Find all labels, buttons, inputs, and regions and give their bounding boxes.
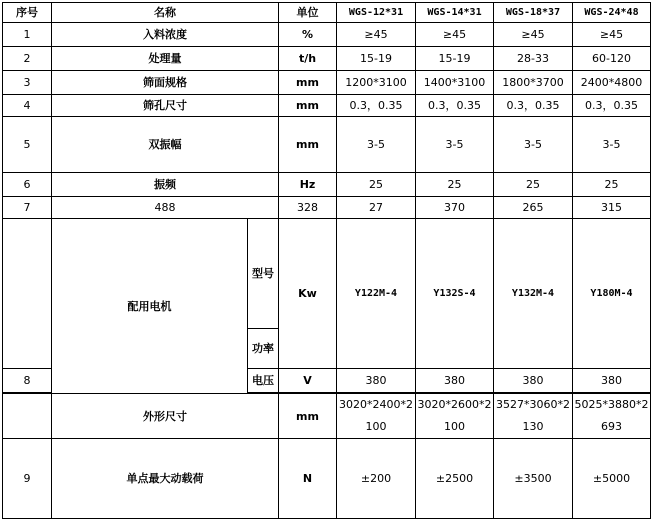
row-value: ≥45 <box>573 23 651 47</box>
motor-sub-power: 功率 <box>248 329 279 369</box>
row-value: 0.3，0.35 <box>573 95 651 117</box>
dimensions-value: 3527*3060*2130 <box>494 394 573 439</box>
motor-name: 配用电机 <box>52 219 248 394</box>
load-value: ±2500 <box>416 439 494 519</box>
row-value: 265 <box>494 197 573 219</box>
row-value: 315 <box>573 197 651 219</box>
row-unit: 328 <box>279 197 337 219</box>
row-value: 25 <box>573 173 651 197</box>
row-value: 0.3，0.35 <box>337 95 416 117</box>
row-name: 双振幅 <box>52 117 279 173</box>
row-unit: Hz <box>279 173 337 197</box>
row-value: 3-5 <box>337 117 416 173</box>
row-value: ≥45 <box>337 23 416 47</box>
row-unit: mm <box>279 95 337 117</box>
row-name: 入料浓度 <box>52 23 279 47</box>
load-value: ±3500 <box>494 439 573 519</box>
motor-seq-empty <box>3 219 52 369</box>
header-model-3: WGS-18*37 <box>494 3 573 23</box>
dimensions-row <box>3 394 651 439</box>
load-row <box>3 439 651 519</box>
table-row <box>3 95 651 117</box>
row-value: 15-19 <box>416 47 494 71</box>
motor-model-2: Y132S-4 <box>416 219 494 369</box>
header-row <box>3 3 651 23</box>
motor-voltage: 380 <box>416 369 494 393</box>
row-unit: mm <box>279 71 337 95</box>
header-model-1: WGS-12*31 <box>337 3 416 23</box>
dimensions-value: 3020*2600*2100 <box>416 394 494 439</box>
row-value: ≥45 <box>416 23 494 47</box>
row-value: 25 <box>416 173 494 197</box>
spec-table <box>2 2 651 519</box>
load-unit: N <box>279 439 337 519</box>
row-seq: 2 <box>3 47 52 71</box>
load-value: ±5000 <box>573 439 651 519</box>
row-seq: 8 <box>3 369 52 393</box>
load-name: 单点最大动载荷 <box>52 439 279 519</box>
row-value: 3-5 <box>573 117 651 173</box>
motor-model-3: Y132M-4 <box>494 219 573 369</box>
motor-unit: Kw <box>279 219 337 369</box>
row-value: 0.3，0.35 <box>416 95 494 117</box>
row-unit: % <box>279 23 337 47</box>
row-value: 370 <box>416 197 494 219</box>
header-model-2: WGS-14*31 <box>416 3 494 23</box>
row-value: 3-5 <box>416 117 494 173</box>
row-value: 1400*3100 <box>416 71 494 95</box>
row-seq: 7 <box>3 197 52 219</box>
row-value: 3-5 <box>494 117 573 173</box>
row-value: 15-19 <box>337 47 416 71</box>
header-model-4: WGS-24*48 <box>573 3 651 23</box>
row-seq: 9 <box>3 439 52 519</box>
motor-voltage-unit: V <box>279 369 337 393</box>
table-row <box>3 47 651 71</box>
dimensions-seq-empty <box>3 394 52 439</box>
table-row <box>3 173 651 197</box>
table-row <box>3 23 651 47</box>
row-value: 2400*4800 <box>573 71 651 95</box>
row-seq: 6 <box>3 173 52 197</box>
row-name: 筛面规格 <box>52 71 279 95</box>
header-seq: 序号 <box>3 3 52 23</box>
row-value: 1200*3100 <box>337 71 416 95</box>
dimensions-value: 3020*2400*2100 <box>337 394 416 439</box>
row-name: 488 <box>52 197 279 219</box>
row-name: 筛孔尺寸 <box>52 95 279 117</box>
motor-sub-voltage: 电压 <box>248 369 279 393</box>
motor-model-row <box>3 219 651 329</box>
table-row <box>3 197 651 219</box>
load-value: ±200 <box>337 439 416 519</box>
motor-model-4: Y180M-4 <box>573 219 651 369</box>
row-value: 25 <box>337 173 416 197</box>
row-name: 处理量 <box>52 47 279 71</box>
row-seq: 1 <box>3 23 52 47</box>
row-unit: mm <box>279 117 337 173</box>
dimensions-name: 外形尺寸 <box>52 394 279 439</box>
row-value: 60-120 <box>573 47 651 71</box>
table-row <box>3 117 651 173</box>
row-seq: 3 <box>3 71 52 95</box>
dimensions-value: 5025*3880*2693 <box>573 394 651 439</box>
row-seq: 4 <box>3 95 52 117</box>
row-name: 振频 <box>52 173 279 197</box>
header-name: 名称 <box>52 3 279 23</box>
dimensions-unit: mm <box>279 394 337 439</box>
row-value: 25 <box>494 173 573 197</box>
header-unit: 单位 <box>279 3 337 23</box>
row-value: 1800*3700 <box>494 71 573 95</box>
motor-model-1: Y122M-4 <box>337 219 416 369</box>
row-value: ≥45 <box>494 23 573 47</box>
motor-voltage: 380 <box>337 369 416 393</box>
motor-voltage: 380 <box>573 369 651 393</box>
row-value: 0.3，0.35 <box>494 95 573 117</box>
row-seq: 5 <box>3 117 52 173</box>
row-value: 28-33 <box>494 47 573 71</box>
motor-sub-model: 型号 <box>248 219 279 329</box>
row-unit: t/h <box>279 47 337 71</box>
table-row <box>3 71 651 95</box>
row-value: 27 <box>337 197 416 219</box>
motor-voltage: 380 <box>494 369 573 393</box>
